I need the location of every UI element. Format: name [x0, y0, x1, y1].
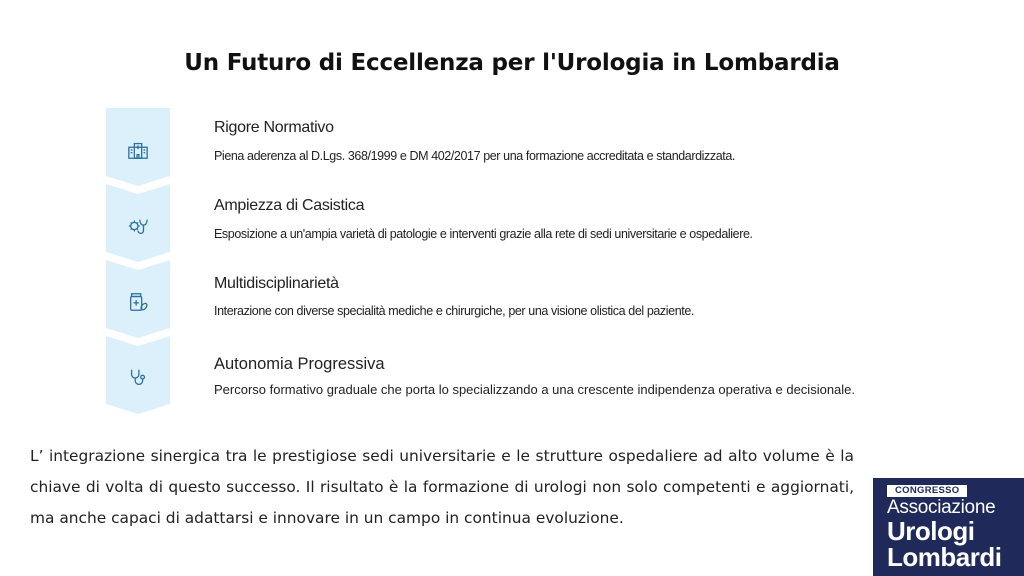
- step-chevron-1: [106, 108, 170, 186]
- item-desc-rigore: Piena aderenza al D.Lgs. 368/1999 e DM 402/2017 per una formazione accreditata e standardizzata.: [214, 149, 735, 163]
- medicine-bottle-icon: [127, 291, 149, 313]
- item-title-autonomia: Autonomia Progressiva: [214, 355, 385, 373]
- logo-line-2: Urologi: [887, 516, 975, 546]
- step-chevron-3: [106, 260, 170, 338]
- item-desc-autonomia: Percorso formativo graduale che porta lo specializzando a una crescente indipendenza operativa e decisionale.: [214, 382, 856, 397]
- logo-line-3: Lombardi: [887, 542, 1002, 572]
- stethoscope-virus-icon: [127, 215, 149, 237]
- logo-badge: CONGRESSO: [887, 485, 967, 497]
- item-desc-multi: Interazione con diverse specialità mediche e chirurgiche, per una visione olistica del paziente.: [214, 304, 694, 318]
- logo-line-1: Associazione: [887, 497, 996, 518]
- item-title-rigore: Rigore Normativo: [214, 119, 334, 136]
- step-chevron-4: [106, 336, 170, 414]
- slide-title: Un Futuro di Eccellenza per l'Urologia in Lombardia: [184, 50, 840, 76]
- item-title-multi: Multidisciplinarietà: [214, 275, 339, 292]
- item-desc-ampiezza: Esposizione a un'ampia varietà di patologie e interventi grazie alla rete di sedi universitarie e ospedaliere.: [214, 227, 753, 241]
- conclusion-paragraph: L’ integrazione sinergica tra le prestigiose sedi universitarie e le strutture ospedaliere ad alto volume è la chiave di volta di questo successo. Il risultato è la formazione di urologi non solo competenti e aggiornati, ma anche capaci di adattarsi e innovare in un campo in continua evoluzione.: [30, 447, 854, 527]
- hospital-icon: [127, 139, 149, 161]
- item-title-ampiezza: Ampiezza di Casistica: [214, 197, 365, 214]
- step-chevron-2: [106, 184, 170, 262]
- congress-logo: [873, 478, 1024, 576]
- stethoscope-icon: [127, 367, 149, 389]
